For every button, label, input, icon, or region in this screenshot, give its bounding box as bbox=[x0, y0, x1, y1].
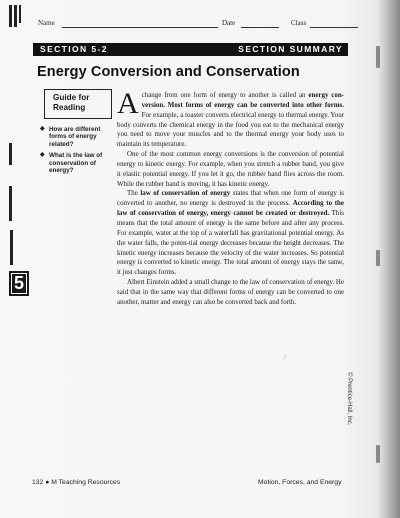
key-concept: energy con-version. Most forms of energy can be converted into other forms. bbox=[141, 91, 344, 109]
diamond-bullet-icon: ◆ bbox=[40, 126, 45, 132]
text-run: change from one form of energy to another is called an bbox=[141, 91, 309, 99]
paragraph bbox=[117, 189, 344, 278]
footer-page-info: 132 ● M Teaching Resources bbox=[32, 479, 121, 486]
key-term: law of conservation of energy bbox=[140, 189, 231, 198]
scan-shadow-edge bbox=[378, 0, 400, 518]
section-number: SECTION 5-2 bbox=[40, 44, 108, 54]
text-run: states that when one form of energy is converted to another, no energy is destroyed in the process. bbox=[117, 189, 344, 208]
binding-mark bbox=[10, 230, 13, 265]
binding-mark bbox=[19, 5, 21, 23]
section-summary-label: SECTION SUMMARY bbox=[238, 44, 343, 54]
class-label: Class bbox=[291, 19, 307, 27]
footer-book-title: Motion, Forces, and Energy bbox=[258, 479, 342, 486]
binding-hole bbox=[376, 46, 380, 68]
name-field[interactable] bbox=[62, 27, 218, 28]
binding-mark bbox=[14, 5, 17, 27]
binding-hole bbox=[376, 250, 380, 266]
name-label: Name bbox=[38, 19, 55, 27]
paragraph: One of the most common energy conversions is the conversion of potential energy to kinetic energy. For example, when you stretch a rubber band, you give it elastic potential energy. If you let it go, the rubber band flies across the room. While the rubber band is moving, it has kinetic energy. bbox=[117, 150, 344, 188]
chapter-tab-border bbox=[11, 273, 27, 294]
chapter-tab bbox=[9, 271, 29, 296]
paragraph: Albert Einstein added a small change to the law of conservation of energy. He said that in the same way that different forms of energy can be converted to one another, matter and energy can also be converted back and forth. bbox=[117, 278, 344, 306]
page-title: Energy Conversion and Conservation bbox=[37, 64, 300, 80]
summary-body bbox=[117, 87, 344, 308]
text-run: The bbox=[127, 189, 141, 198]
class-field[interactable] bbox=[310, 27, 358, 28]
guide-heading-line1: Guide for bbox=[53, 93, 90, 102]
guide-question bbox=[40, 152, 112, 174]
binding-mark bbox=[9, 5, 12, 27]
guide-question-text: How are different forms of energy related? bbox=[49, 126, 101, 148]
binding-hole bbox=[376, 445, 380, 463]
name-date-class-line bbox=[38, 19, 358, 31]
drop-cap: A bbox=[117, 87, 139, 120]
pencil-mark: / bbox=[284, 355, 286, 361]
copyright-notice: © Prentice-Hall, Inc. bbox=[346, 372, 352, 426]
section-bar bbox=[33, 43, 348, 56]
guide-question-text: What is the law of conservation of energy? bbox=[49, 152, 103, 175]
guide-question bbox=[40, 126, 112, 148]
paragraph bbox=[117, 87, 344, 150]
binding-mark bbox=[9, 186, 12, 221]
text-run: This means that the total amount of energy is the same before and after any process. For example, water at the top of a waterfall has gravitational potential energy. As the water falls, the poten-tial energy decreases because the height decreases. The kinetic energy increases because the velocity of the water increases. So potential energy is converted to kinetic energy. The total amount of energy stays the same, it just changes forms. bbox=[117, 209, 344, 277]
guide-for-reading-box bbox=[44, 89, 112, 119]
text-run: For example, a toaster converts electrical energy to thermal energy. Your body converts the chemical energy in the food you eat to the mechanical energy you need to move your muscles and to the thermal energy your body uses to maintain its temperature. bbox=[117, 110, 344, 149]
key-concept: According to the law of conservation of energy, energy cannot be created or destroyed. bbox=[117, 199, 344, 218]
date-label: Date bbox=[222, 19, 236, 27]
diamond-bullet-icon: ◆ bbox=[40, 152, 45, 159]
chapter-number: 5 bbox=[13, 273, 24, 293]
binding-mark bbox=[9, 143, 12, 165]
guide-heading-line2: Reading bbox=[53, 103, 86, 112]
guide-questions bbox=[40, 126, 112, 178]
date-field[interactable] bbox=[241, 27, 279, 28]
